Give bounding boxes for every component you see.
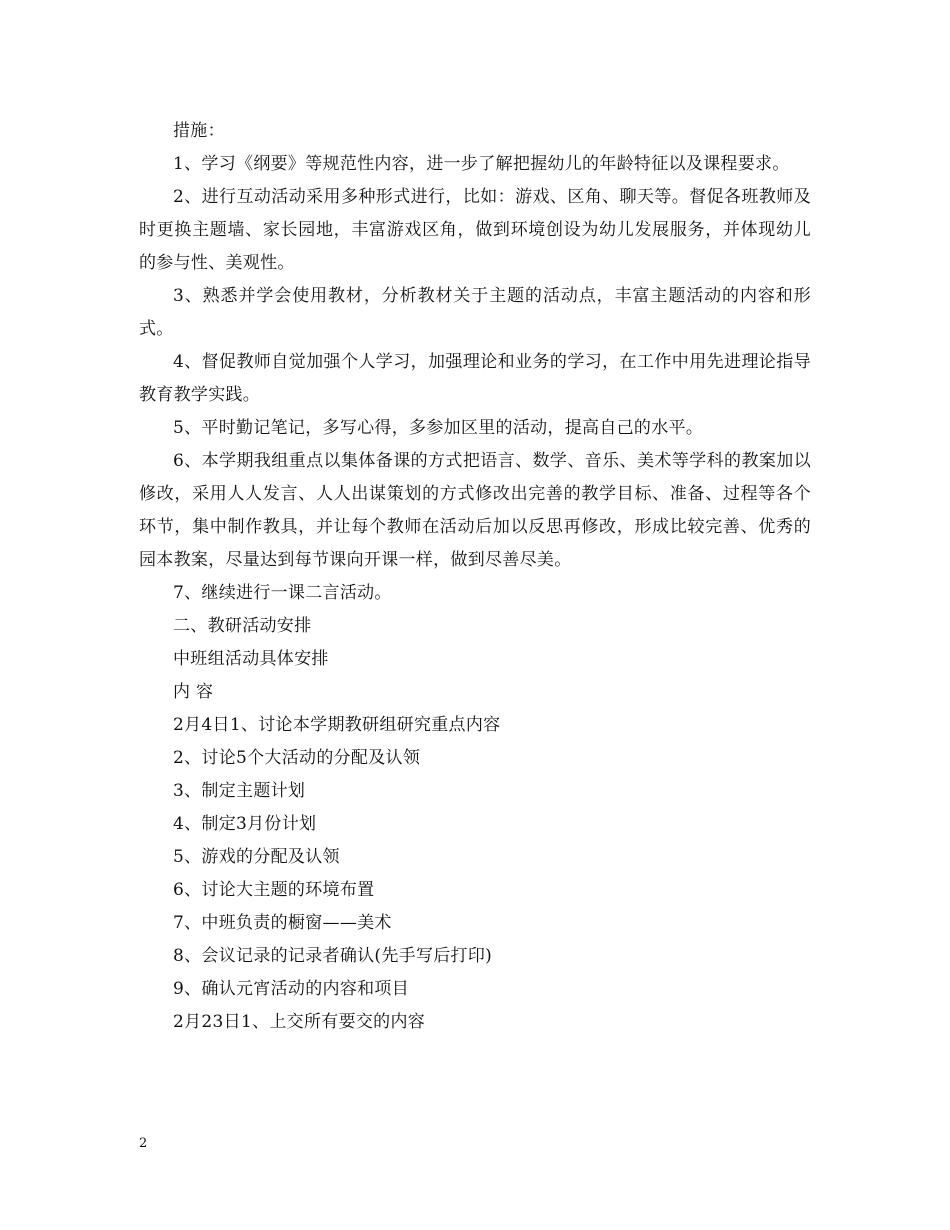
paragraph-measures-heading: 措施： xyxy=(173,121,225,141)
schedule-line-2: 2、讨论5个大活动的分配及认领 xyxy=(173,748,421,768)
paragraph-item-1: 1、学习《纲要》等规范性内容，进一步了解把握幼儿的年龄特征以及课程要求。 xyxy=(173,154,790,174)
schedule-line-4: 4、制定3月份计划 xyxy=(173,814,317,834)
schedule-line-10: 2月23日1、上交所有要交的内容 xyxy=(173,1012,426,1032)
schedule-line-1: 2月4日1、讨论本学期教研组研究重点内容 xyxy=(173,715,501,735)
document-body xyxy=(139,115,811,1039)
schedule-line-8: 8、会议记录的记录者确认(先手写后打印) xyxy=(173,946,493,966)
section-heading-activities: 二、教研活动安排 xyxy=(173,616,312,636)
schedule-line-3: 3、制定主题计划 xyxy=(173,781,306,801)
schedule-line-6: 6、讨论大主题的环境布置 xyxy=(173,880,375,900)
paragraph-item-3: 3、熟悉并学会使用教材，分析教材关于主题的活动点，丰富主题活动的内容和形式。 xyxy=(139,286,811,339)
paragraph-item-2: 2、进行互动活动采用多种形式进行，比如：游戏、区角、聊天等。督促各班教师及时更换主题墙、家长园地，丰富游戏区角，做到环境创设为幼儿发展服务，并体现幼儿的参与性、美观性。 xyxy=(139,187,811,273)
schedule-line-7: 7、中班负责的橱窗——美术 xyxy=(173,913,392,933)
paragraph-item-7: 7、继续进行一课二言活动。 xyxy=(173,583,392,603)
schedule-line-9: 9、确认元宵活动的内容和项目 xyxy=(173,979,410,999)
subheading-middle-class: 中班组活动具体安排 xyxy=(173,649,329,669)
paragraph-item-5: 5、平时勤记笔记，多写心得，多参加区里的活动，提高自己的水平。 xyxy=(173,418,704,438)
paragraph-item-6: 6、本学期我组重点以集体备课的方式把语言、数学、音乐、美术等学科的教案加以修改，采用人人发言、人人出谋策划的方式修改出完善的教学目标、准备、过程等各个环节，集中制作教具，并让每个教师在活动后加以反思再修改，形成比较完善、优秀的园本教案，尽量达到每节课向开课一样，做到尽善尽美。 xyxy=(139,451,811,570)
schedule-line-5: 5、游戏的分配及认领 xyxy=(173,847,340,867)
page-number: 2 xyxy=(139,1136,148,1151)
label-content: 内 容 xyxy=(173,682,214,702)
paragraph-item-4: 4、督促教师自觉加强个人学习，加强理论和业务的学习，在工作中用先进理论指导教育教学实践。 xyxy=(139,352,811,405)
